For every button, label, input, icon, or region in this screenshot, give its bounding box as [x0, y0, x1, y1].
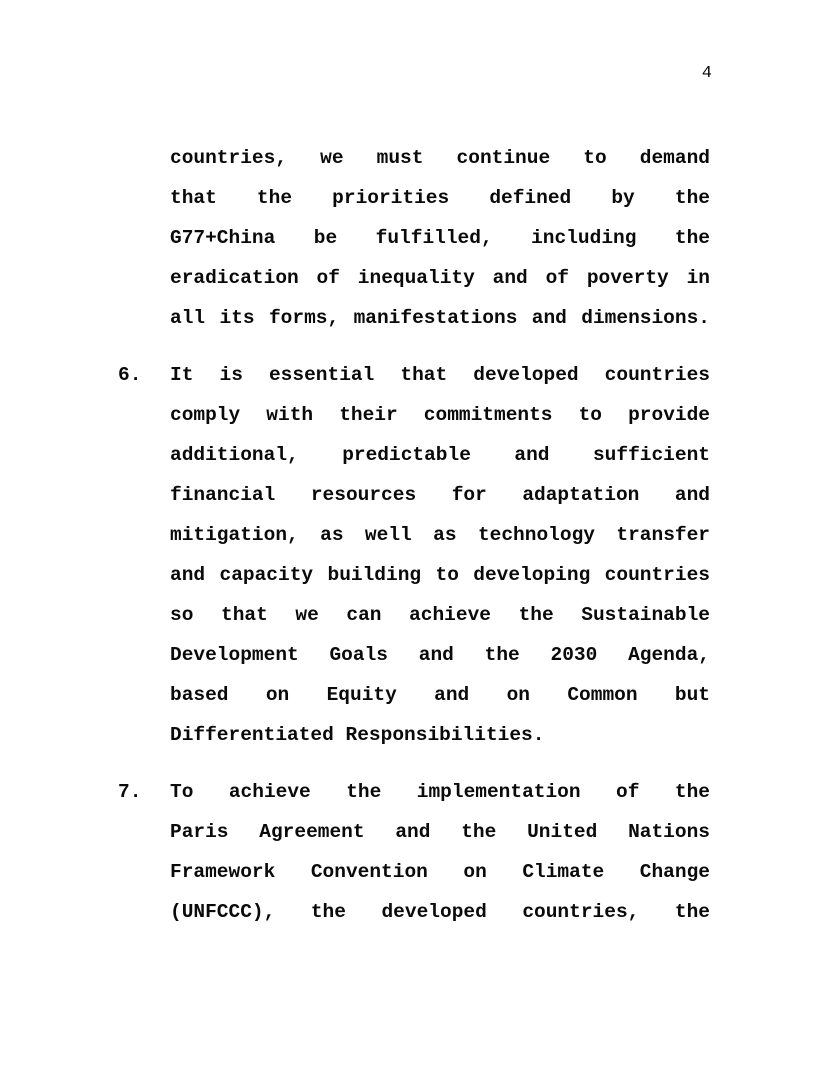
paragraph: [118, 355, 710, 755]
text-line: Differentiated Responsibilities.: [170, 724, 545, 746]
document-content: [118, 138, 710, 949]
text-line: mitigation, as well as technology transfer: [170, 524, 710, 546]
text-line: countries, we must continue to demand: [170, 147, 710, 169]
text-line: that the priorities defined by the: [170, 187, 710, 209]
paragraph: [118, 772, 710, 932]
text-line: and capacity building to developing countries: [170, 564, 710, 586]
text-line: G77+China be fulfilled, including the: [170, 227, 710, 249]
text-line: comply with their commitments to provide: [170, 404, 710, 426]
text-line: financial resources for adaptation and: [170, 484, 710, 506]
paragraph-marker: [118, 138, 170, 338]
text-line: Development Goals and the 2030 Agenda,: [170, 644, 710, 666]
text-line: eradication of inequality and of poverty in: [170, 267, 710, 289]
paragraph-marker: 6.: [118, 364, 142, 386]
text-line: To achieve the implementation of the: [170, 781, 710, 803]
text-line: Paris Agreement and the United Nations: [170, 821, 710, 843]
text-line: so that we can achieve the Sustainable: [170, 604, 710, 626]
text-line: (UNFCCC), the developed countries, the: [170, 901, 710, 923]
paragraph: [118, 138, 710, 338]
text-line: based on Equity and on Common but: [170, 684, 710, 706]
paragraph-marker: 7.: [118, 781, 142, 803]
paragraph-body: [170, 772, 710, 932]
text-line: all its forms, manifestations and dimensions.: [170, 307, 710, 329]
page-number: 4: [701, 64, 712, 83]
text-line: It is essential that developed countries: [170, 364, 710, 386]
text-line: Framework Convention on Climate Change: [170, 861, 710, 883]
text-line: additional, predictable and sufficient: [170, 444, 710, 466]
paragraph-body: [170, 138, 710, 338]
paragraph-body: [170, 355, 710, 755]
